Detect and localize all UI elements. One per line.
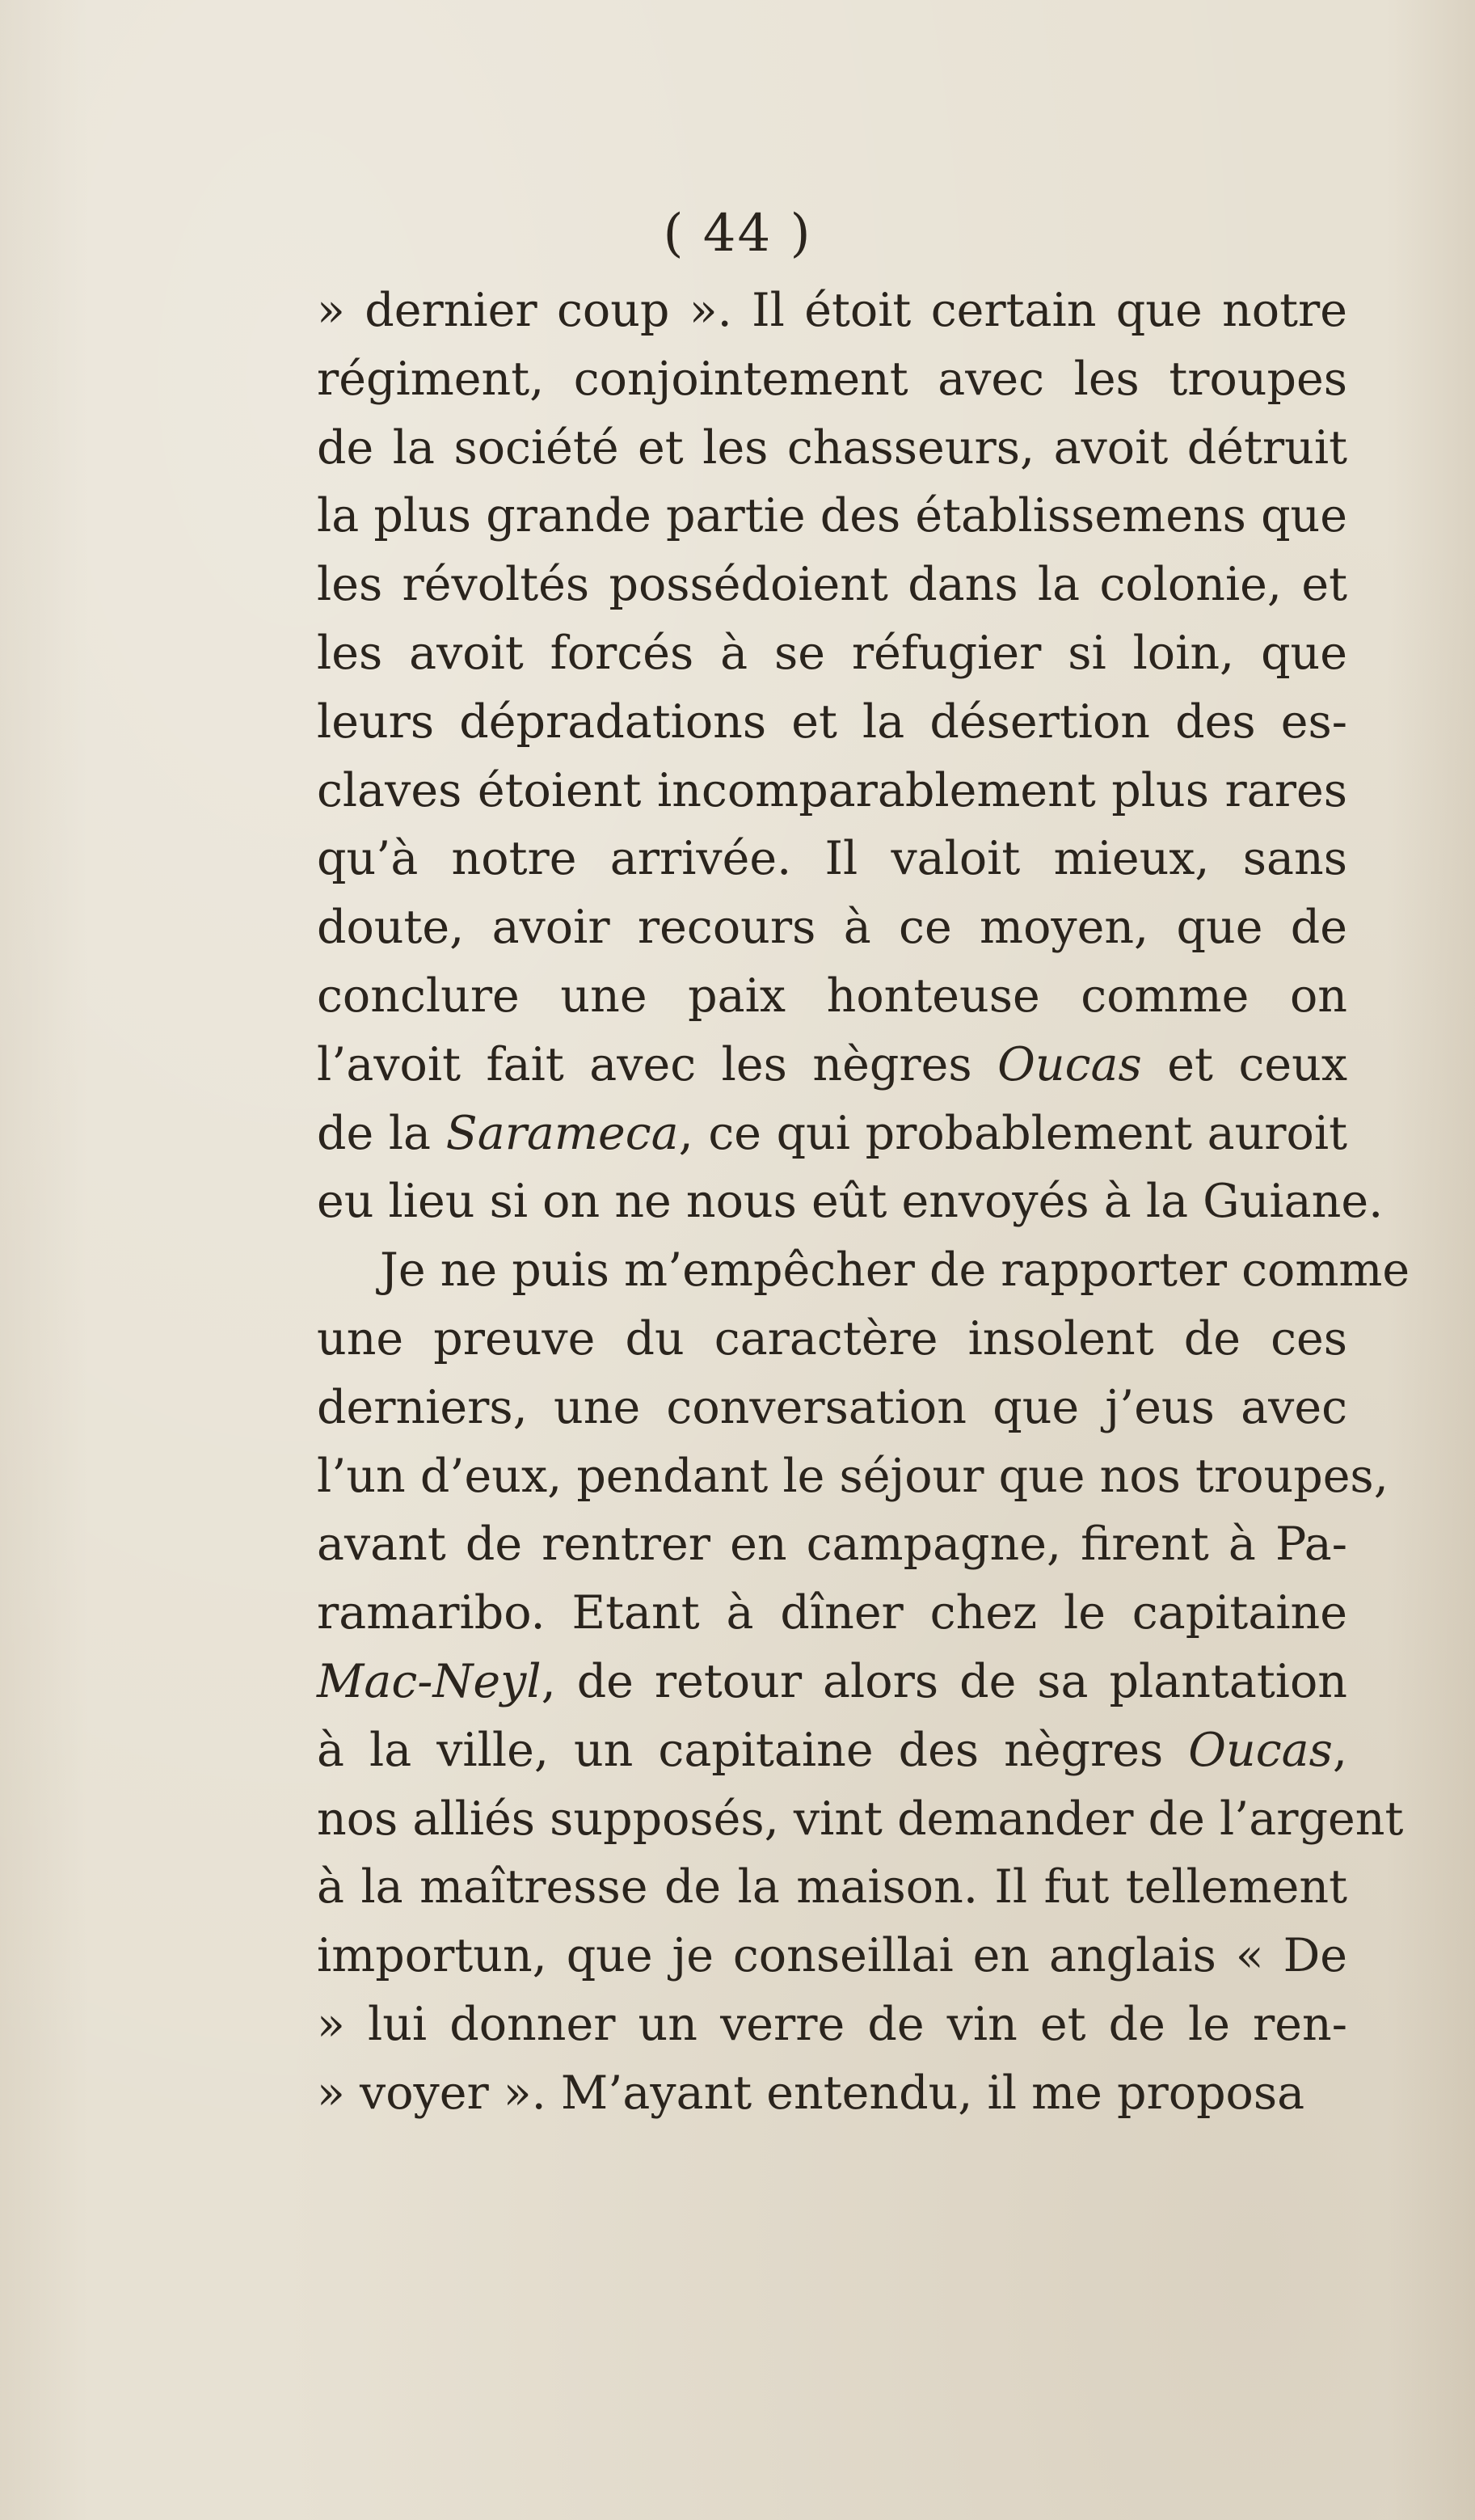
text-line [317,1990,1347,2059]
text-span: l’avoit fait avec les nègres [317,1037,998,1091]
text-line [317,1305,1347,1374]
text-line [317,551,1347,619]
text-span: l’un d’eux, pendant le séjour que nos troupes, [317,1449,1389,1503]
text-line [317,757,1347,825]
italic-span: Oucas [1188,1723,1333,1777]
text-line [317,825,1347,893]
text-line [317,1785,1404,1854]
text-span: les révoltés possédoient dans la colonie, et [317,558,1347,612]
text-line [317,1510,1347,1579]
text-line [317,1167,1384,1236]
text-span: , de retour alors de sa plantation [541,1654,1347,1708]
paragraph [317,276,1384,1236]
italic-span: Mac-Neyl [317,1654,542,1708]
italic-span: Sarameca [445,1106,679,1160]
text-line [317,482,1347,551]
body-text [317,276,1410,2128]
text-line [317,1716,1347,1785]
text-line [317,1236,1410,1305]
text-span: et ceux [1141,1037,1348,1091]
text-line [317,414,1347,483]
italic-span: Oucas [997,1037,1142,1091]
text-line [317,893,1347,962]
text-span: une preuve du caractère insolent de ces [317,1311,1347,1366]
text-span: leurs dépradations et la désertion des es- [317,694,1347,749]
text-span: importun, que je conseillai en anglais « De [317,1929,1347,1983]
text-span: derniers, une conversation que j’eus avec [317,1380,1347,1434]
paragraph [317,1236,1410,2127]
text-line [317,688,1347,757]
text-span: claves étoient incomparablement plus rares [317,763,1347,817]
text-line [317,962,1347,1031]
text-span: » lui donner un verre de vin et de le ren- [317,1997,1347,2051]
text-span: de la [317,1106,446,1160]
text-span: régiment, conjointement avec les troupes [317,352,1347,406]
text-span: conclure une paix honteuse comme on [317,969,1347,1023]
text-line [317,1100,1347,1168]
text-line [317,1579,1347,1648]
text-line [317,1853,1347,1922]
text-line [317,619,1347,688]
text-line [317,276,1347,345]
text-span: ramaribo. Etant à dîner chez le capitaine [317,1586,1347,1640]
text-span: les avoit forcés à se réfugier si loin, que [317,626,1347,680]
text-span: à la maîtresse de la maison. Il fut tellement [317,1860,1347,1914]
text-line [317,1442,1389,1511]
text-span: qu’à notre arrivée. Il valoit mieux, sans [317,832,1347,886]
text-line [317,2059,1347,2128]
text-span: » voyer ». M’ayant entendu, il me proposa [317,2066,1305,2120]
text-line [317,1922,1347,1990]
text-span: avant de rentrer en campagne, firent à Pa- [317,1517,1347,1572]
text-span: , [1332,1723,1347,1777]
text-line [317,1374,1347,1442]
text-line [317,345,1347,414]
text-line [317,1031,1347,1100]
text-span: eu lieu si on ne nous eût envoyés à la Guiane. [317,1175,1384,1229]
page-number: ( 44 ) [663,204,812,264]
text-span: à la ville, un capitaine des nègres [317,1723,1189,1777]
text-span: doute, avoir recours à ce moyen, que de [317,901,1347,955]
text-span: nos alliés supposés, vint demander de l’argent [317,1792,1404,1846]
text-span: , ce qui probablement auroit [678,1106,1347,1160]
text-span: » dernier coup ». Il étoit certain que notre [317,284,1347,337]
text-span: de la société et les chasseurs, avoit détruit [317,420,1347,475]
text-span: la plus grande partie des établissemens que [317,489,1347,543]
text-line [317,1648,1347,1716]
text-span: Je ne puis m’empêcher de rapporter comme [380,1243,1410,1298]
